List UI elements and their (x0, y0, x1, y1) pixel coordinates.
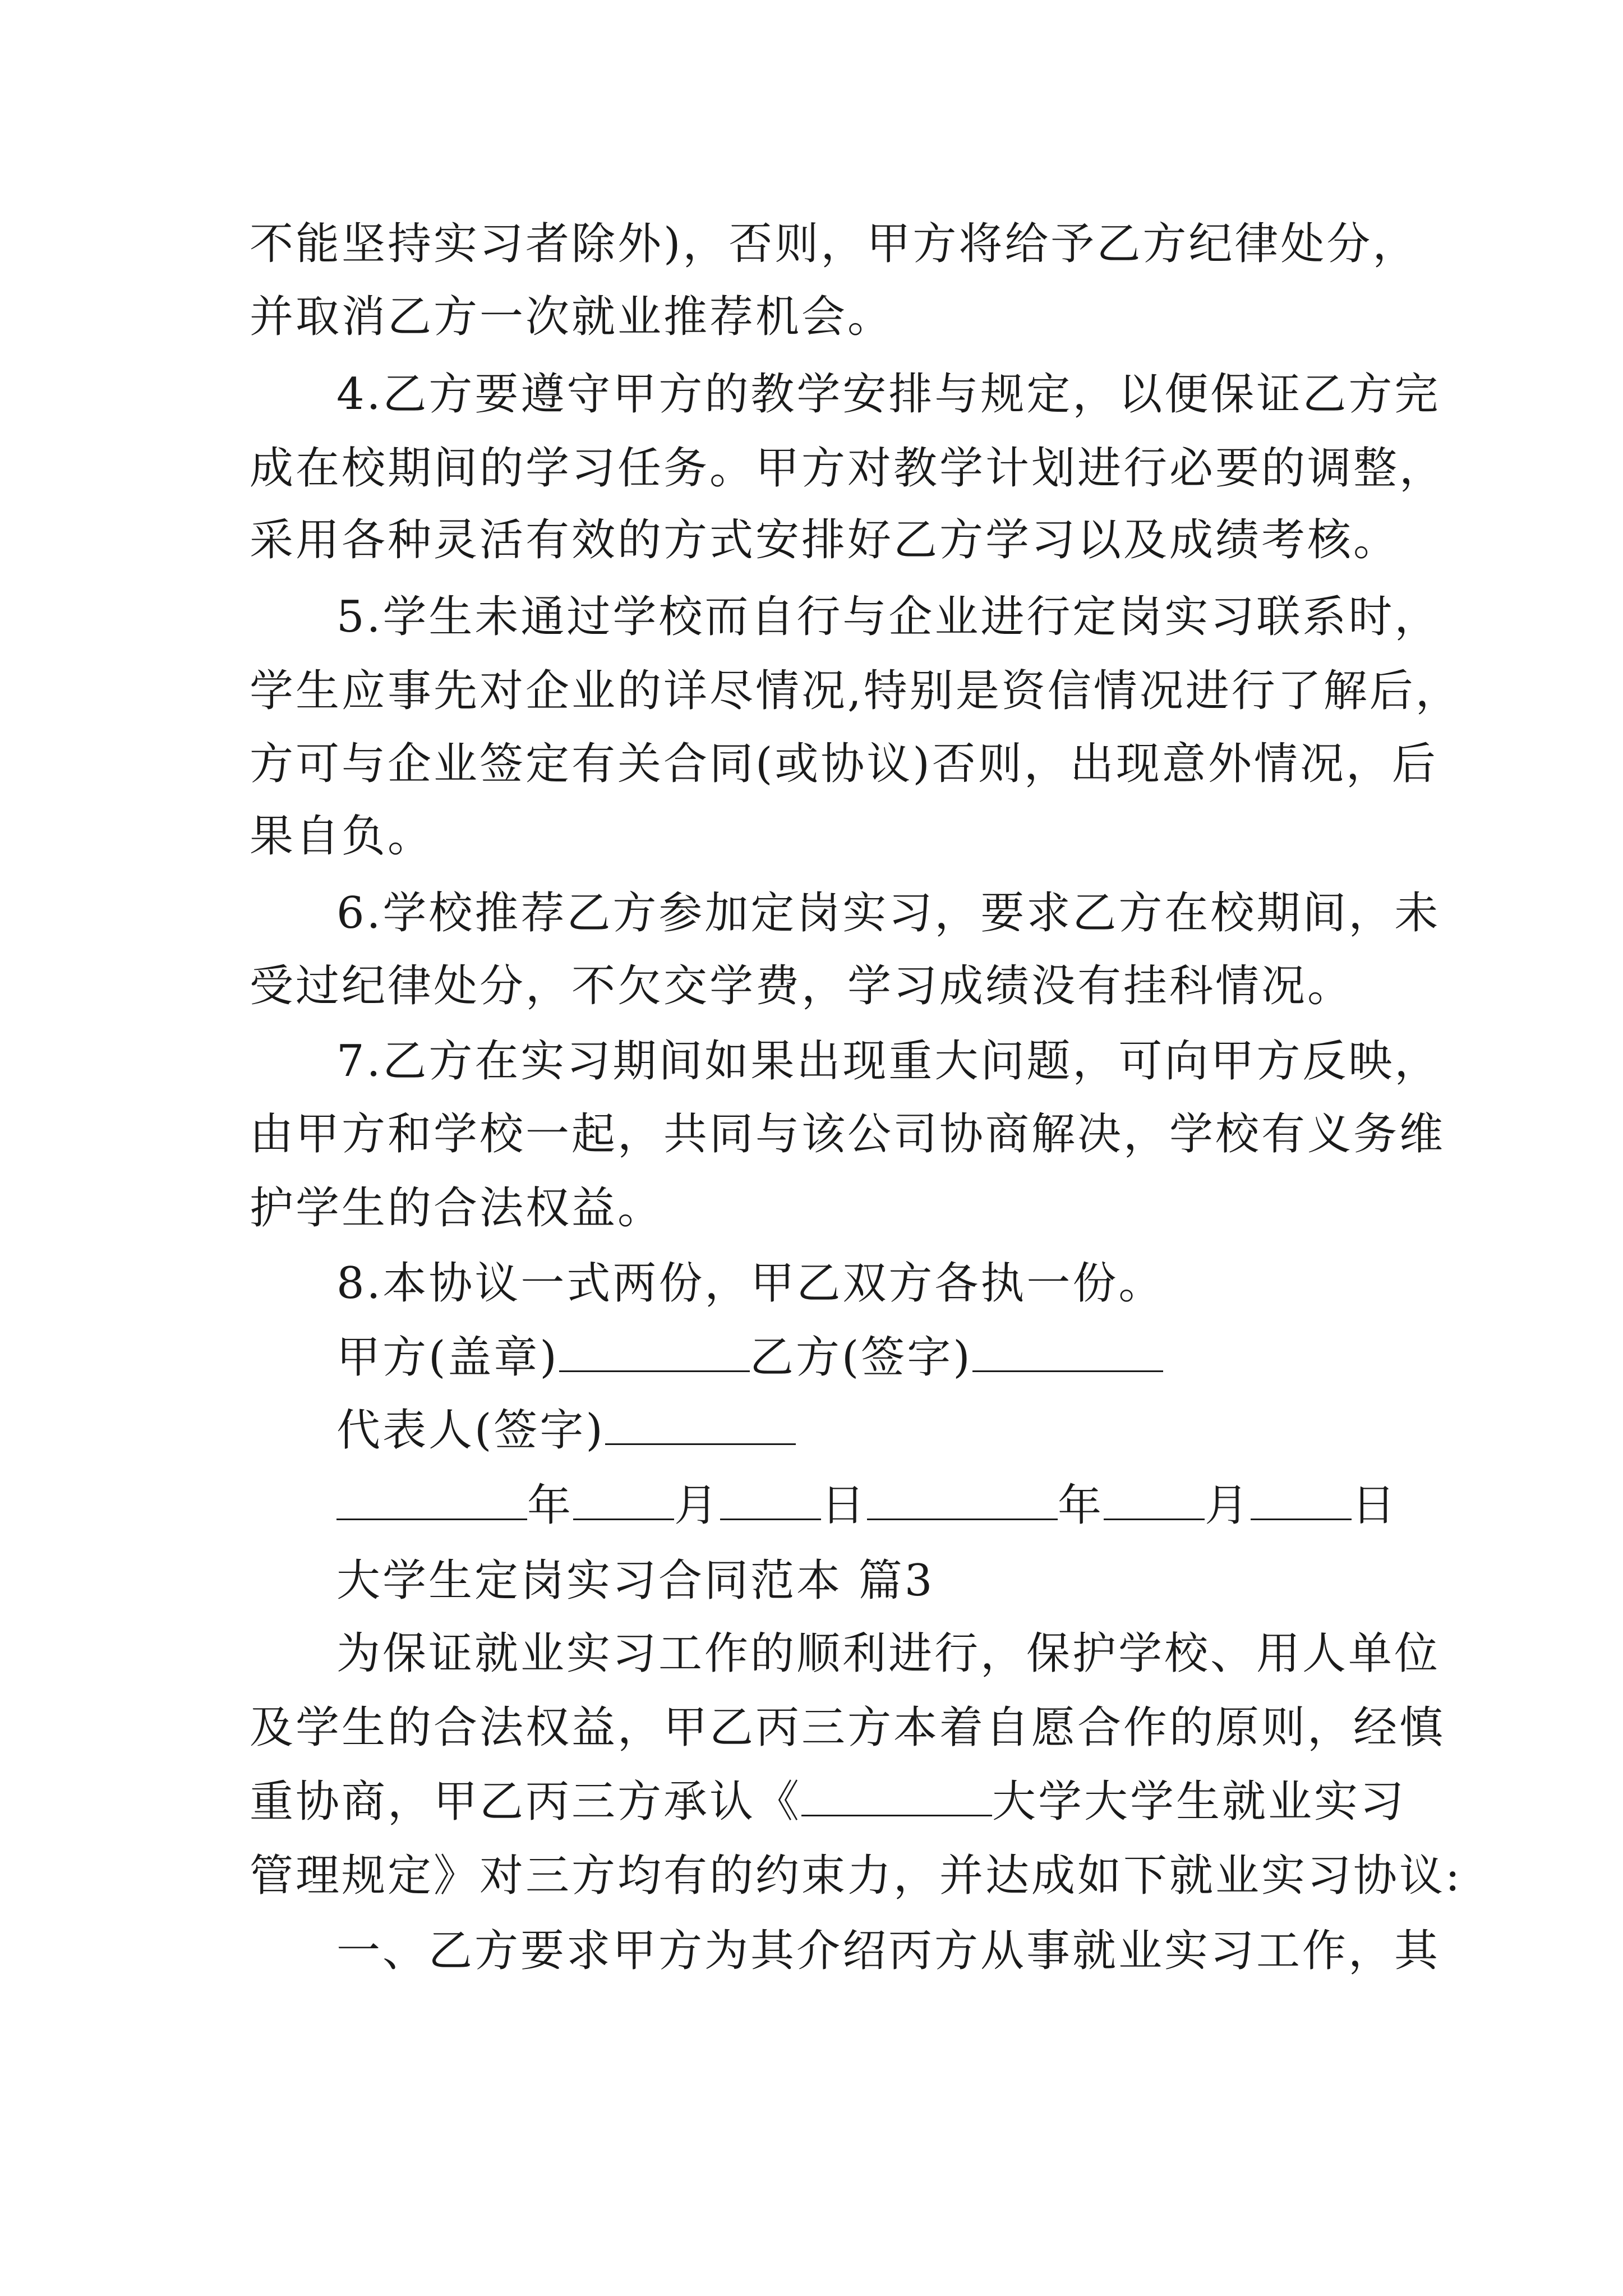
text-line: 为保证就业实习工作的顺利进行，保护学校、用人单位 (336, 1628, 1441, 1679)
date-b-year-blank (867, 1485, 1058, 1520)
text-line: 一、乙方要求甲方为其介绍丙方从事就业实习工作，其 (336, 1926, 1441, 1976)
date-a-month-label: 月 (674, 1480, 721, 1531)
university-name-blank (801, 1781, 992, 1816)
text-line: 受过纪律处分，不欠交学费，学习成绩没有挂科情况。 (250, 961, 1354, 1011)
date-a-day-blank (720, 1485, 821, 1520)
text-line: 果自负。 (250, 811, 434, 862)
text-line-with-blank (250, 1774, 1406, 1830)
date-b-day-label: 日 (1352, 1480, 1398, 1531)
party-a-signature-blank (559, 1337, 750, 1372)
text-segment: 大学大学生就业实习 (992, 1777, 1407, 1827)
representative-signature-blank (605, 1410, 796, 1445)
text-line: 并取消乙方一次就业推荐机会。 (250, 292, 894, 342)
date-a-year-label: 年 (527, 1480, 574, 1531)
text-line: 6.学校推荐乙方参加定岗实习，要求乙方在校期间，未 (336, 888, 1441, 938)
text-line: 护学生的合法权益。 (250, 1183, 664, 1234)
date-a-month-blank (573, 1485, 674, 1520)
date-a-year-blank (336, 1485, 527, 1520)
party-b-signature-blank (972, 1337, 1163, 1372)
date-b-month-blank (1104, 1485, 1205, 1520)
representative-label: 代表人(签字) (336, 1405, 605, 1456)
date-b-day-blank (1251, 1485, 1352, 1520)
date-b-month-label: 月 (1205, 1480, 1251, 1531)
section-heading: 大学生定岗实习合同范本 篇3 (336, 1556, 935, 1606)
text-line: 管理规定》对三方均有的约束力，并达成如下就业实习协议: (250, 1851, 1463, 1901)
party-b-label: 乙方(签字) (749, 1332, 972, 1383)
text-line: 及学生的合法权益，甲乙丙三方本着自愿合作的原则，经慎 (250, 1703, 1446, 1753)
text-line: 不能坚持实习者除外)，否则，甲方将给予乙方纪律处分， (250, 219, 1419, 269)
signature-line-parties (336, 1329, 1163, 1386)
text-line: 方可与企业签定有关合同(或协议)否则，出现意外情况，后 (250, 739, 1438, 789)
text-line: 采用各种灵活有效的方式安排好乙方学习以及成绩考核。 (250, 515, 1400, 565)
text-line: 成在校期间的学习任务。甲方对教学计划进行必要的调整， (250, 443, 1446, 494)
text-line: 8.本协议一式两份，甲乙双方各执一份。 (336, 1258, 1165, 1309)
signature-line-dates (336, 1478, 1398, 1534)
date-a-day-label: 日 (821, 1480, 868, 1531)
text-line: 学生应事先对企业的详尽情况,特别是资信情况进行了解后， (250, 666, 1461, 716)
date-b-year-label: 年 (1058, 1480, 1104, 1531)
text-line: 7.乙方在实习期间如果出现重大问题，可向甲方反映， (336, 1036, 1441, 1087)
text-line: 由甲方和学校一起，共同与该公司协商解决，学校有义务维 (250, 1109, 1446, 1159)
text-segment: 重协商，甲乙丙三方承认《 (250, 1777, 802, 1827)
text-line: 4.乙方要遵守甲方的教学安排与规定，以便保证乙方完 (336, 369, 1441, 420)
text-line: 5.学生未通过学校而自行与企业进行定岗实习联系时， (336, 592, 1441, 642)
party-a-label: 甲方(盖章) (336, 1332, 559, 1383)
signature-line-representative (336, 1402, 796, 1458)
